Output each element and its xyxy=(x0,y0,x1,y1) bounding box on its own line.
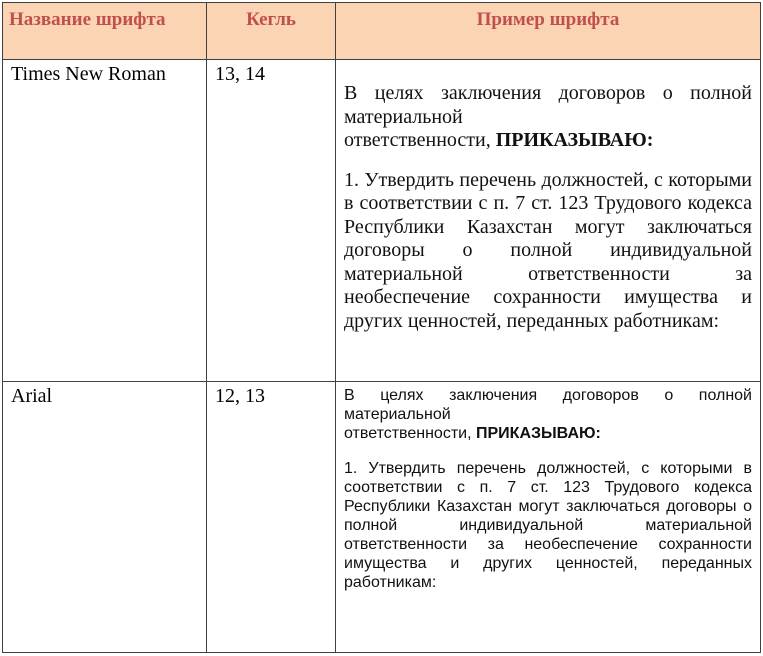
sample-bold-text: ПРИКАЗЫВАЮ: xyxy=(495,129,654,151)
header-size: Кегль xyxy=(207,3,336,60)
font-size-cell: 12, 13 xyxy=(207,382,336,653)
font-name-cell: Times New Roman xyxy=(3,60,207,382)
sample-paragraph-2: 1. Утвердить перечень должностей, с которыми в соответствии с п. 7 ст. 123 Трудового кодекса Республики Казахстан могут заключаться договоры о полной индивидуальной материальной ответственности за необеспечение сохранности имущества и других ценностей, переданных работникам: xyxy=(344,460,752,591)
header-sample: Пример шрифта xyxy=(336,3,761,60)
table-row xyxy=(3,382,761,653)
sample-line xyxy=(344,129,752,153)
header-row xyxy=(3,3,761,60)
header-font-name: Название шрифта xyxy=(3,3,207,60)
sample-line: материальной xyxy=(344,406,451,423)
font-size-cell: 13, 14 xyxy=(207,60,336,382)
sample-line: материальной xyxy=(344,105,463,128)
font-name-cell: Arial xyxy=(3,382,207,653)
font-sample-cell xyxy=(336,60,761,382)
font-sample-cell xyxy=(336,382,761,653)
sample-paragraph-2: 1. Утвердить перечень должностей, с которыми в соответствии с п. 7 ст. 123 Трудового кодекса Республики Казахстан могут заключаться договоры о полной индивидуальной материальной ответственности за необеспечение сохранности имущества и других ценностей, переданных работникам: xyxy=(344,168,752,332)
sample-line xyxy=(344,424,752,443)
sample-text: ответственности, xyxy=(344,129,491,151)
font-samples-table xyxy=(2,2,761,653)
sample-line: В целях заключения договоров о полной xyxy=(344,387,752,404)
sample-text: ответственности, xyxy=(344,425,472,442)
sample-line: В целях заключения договоров о полной xyxy=(344,82,752,104)
sample-bold-text: ПРИКАЗЫВАЮ: xyxy=(476,425,601,442)
sample-paragraph-1 xyxy=(344,386,752,443)
sample-paragraph-1 xyxy=(344,82,752,153)
table-row xyxy=(3,60,761,382)
